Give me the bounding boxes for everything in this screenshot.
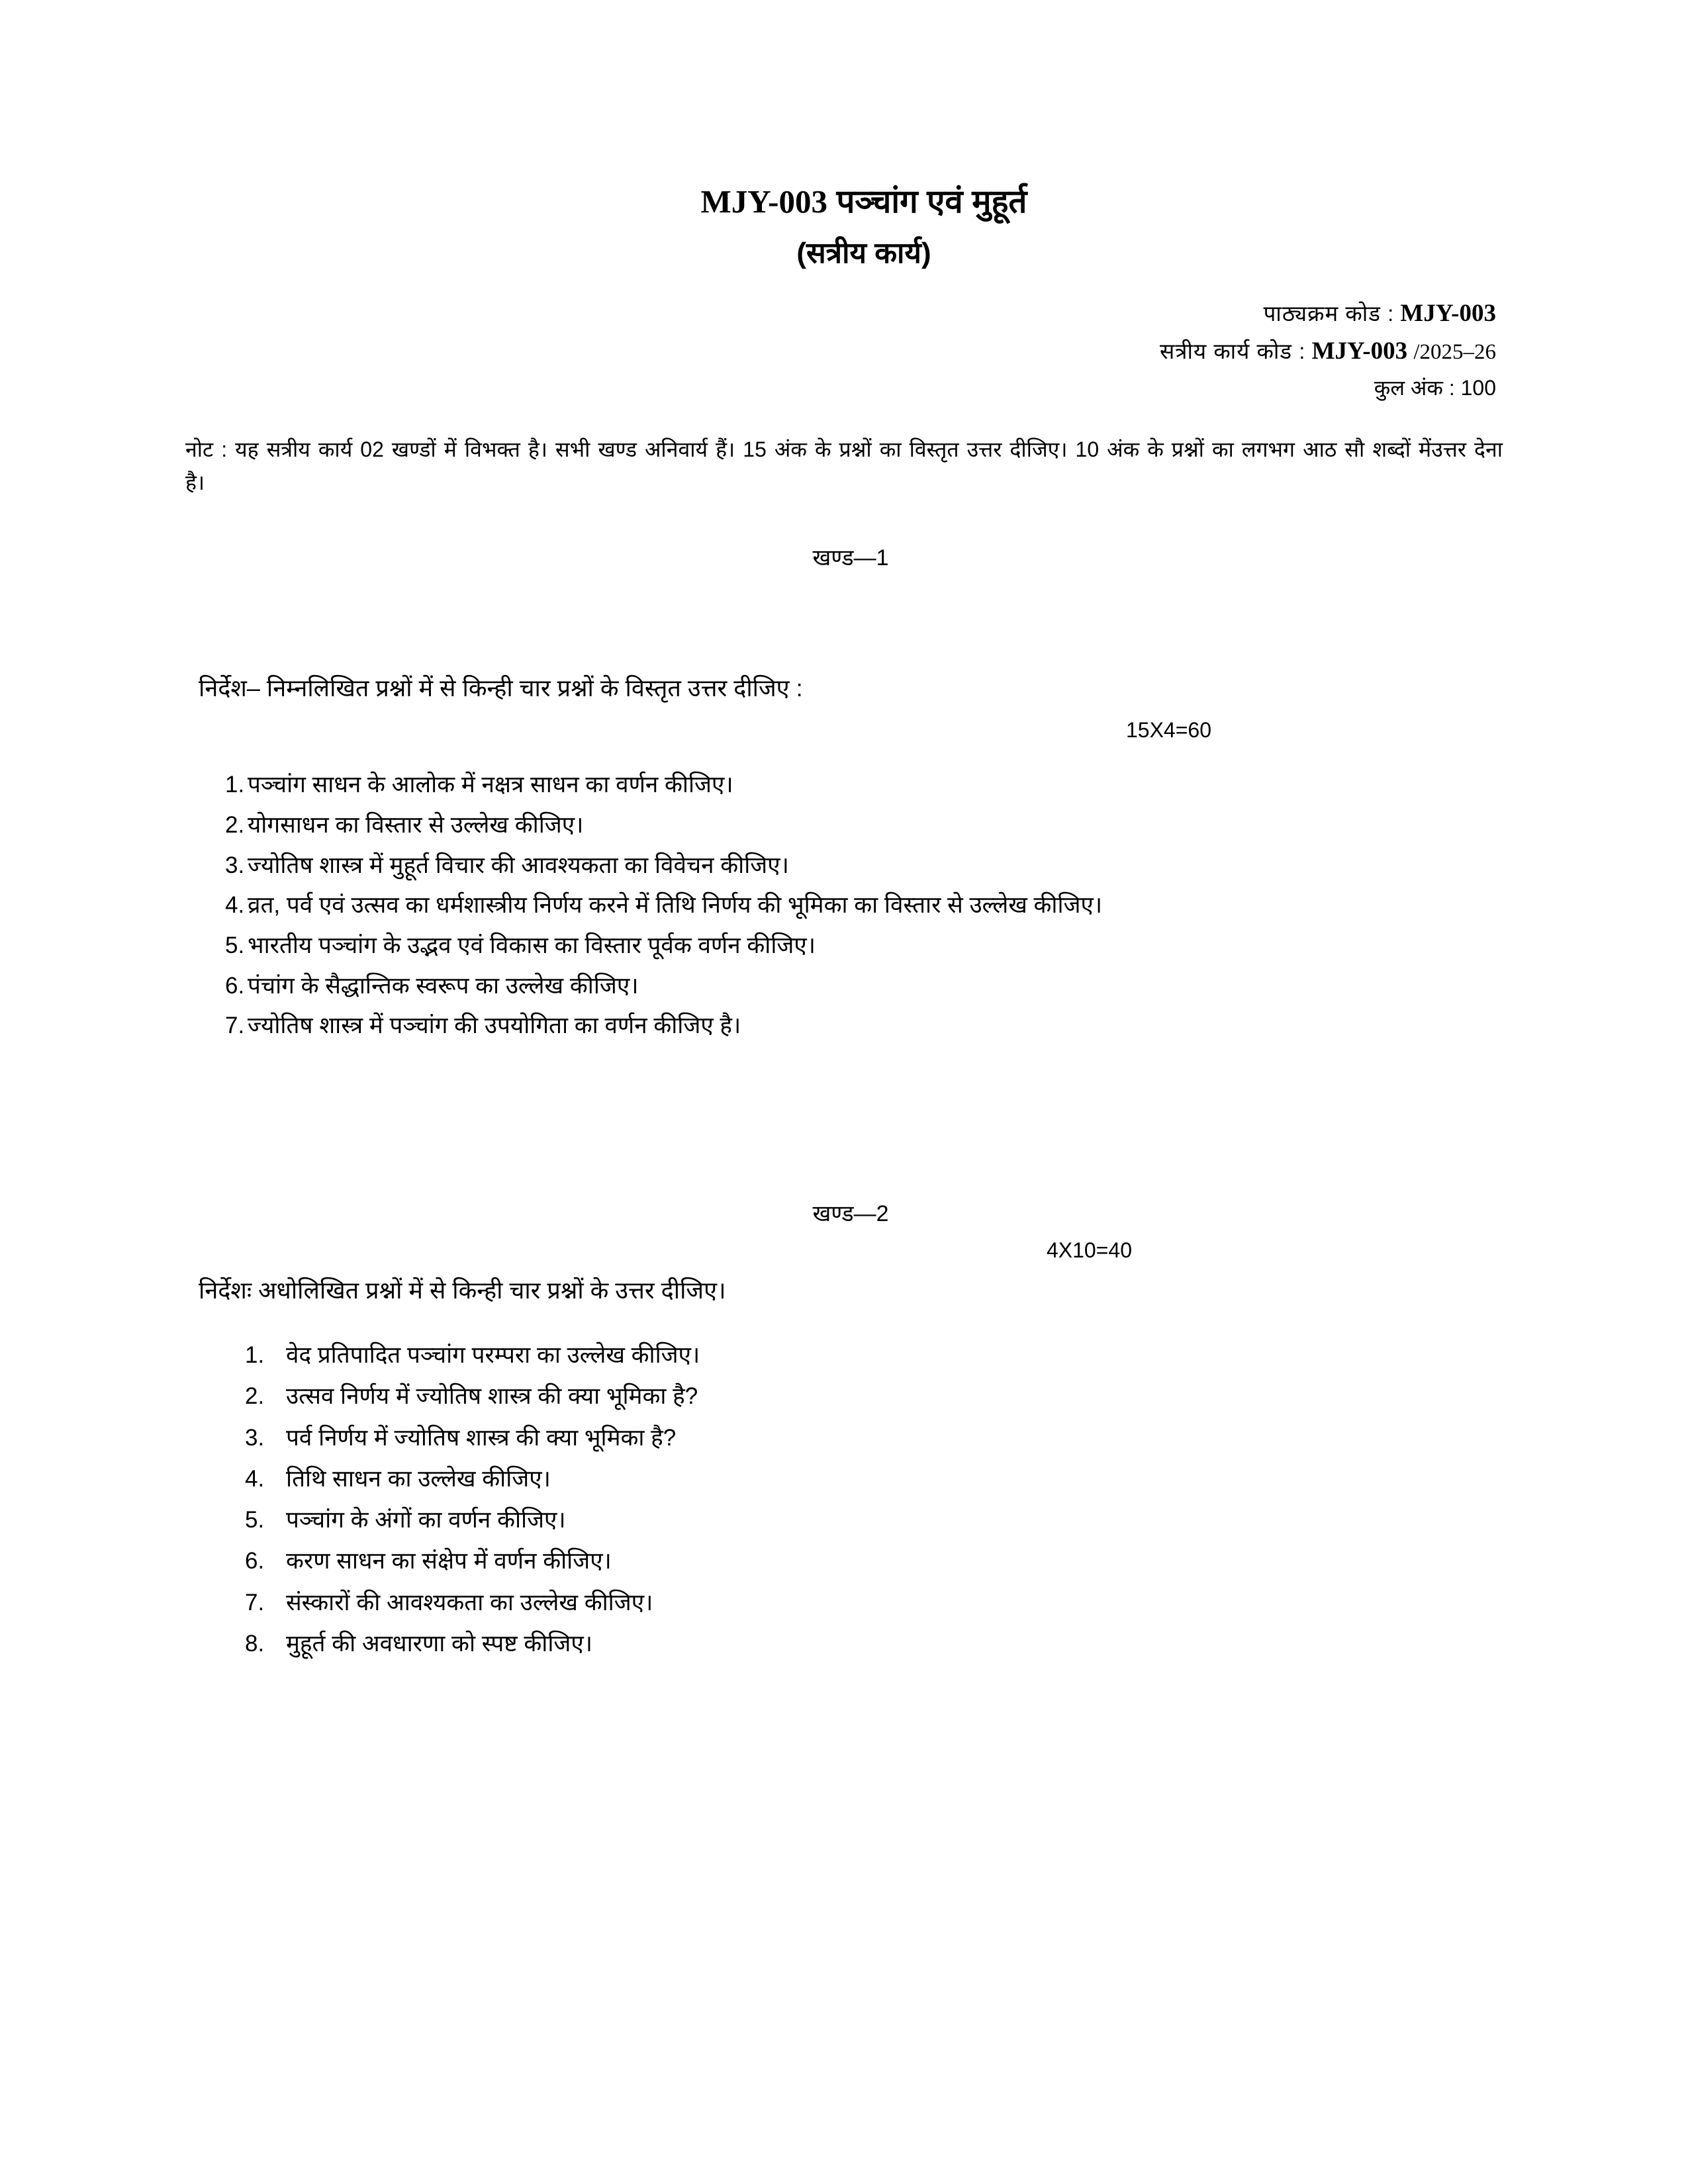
question-number: 2. <box>245 1383 265 1410</box>
list-item <box>245 1500 1503 1541</box>
question-text: तिथि साधन का उल्लेख कीजिए। <box>286 1465 551 1492</box>
course-code-value: MJY-003 <box>1400 300 1496 327</box>
total-marks: कुल अंक : 100 <box>1374 376 1496 400</box>
list-item <box>225 847 1503 885</box>
page-subtitle: (सत्रीय कार्य) <box>796 237 931 269</box>
question-number: 5. <box>225 932 245 958</box>
section1-heading: खण्ड—1 <box>812 545 889 571</box>
question-text: संस्कारों की आवश्यकता का उल्लेख कीजिए। <box>286 1589 653 1615</box>
meta-block <box>185 298 1503 402</box>
assignment-session: /2025–26 <box>1413 340 1496 364</box>
section2-question-list <box>185 1335 1503 1664</box>
list-item <box>225 807 1503 844</box>
list-item <box>245 1418 1503 1459</box>
assignment-code-row <box>185 336 1496 365</box>
section2-marks: 4X10=40 <box>1046 1238 1132 1262</box>
list-item <box>225 766 1503 804</box>
document-body <box>185 179 1503 1664</box>
question-text: पंचांग के सैद्धान्तिक स्वरूप का उल्लेख कीजिए। <box>248 972 639 999</box>
section1-instruction: निर्देश– निम्नलिखित प्रश्नों में से किन्ही चार प्रश्नों के विस्तृत उत्तर दीजिए : <box>199 674 803 702</box>
question-text: व्रत, पर्व एवं उत्सव का धर्मशास्त्रीय निर्णय करने में तिथि निर्णय की भूमिका का विस्तार से उल्लेख कीजिए। <box>248 892 1103 919</box>
section1-question-list <box>185 766 1503 1045</box>
question-text: पर्व निर्णय में ज्योतिष शास्त्र की क्या भूमिका है? <box>286 1424 677 1451</box>
question-number: 5. <box>245 1507 265 1533</box>
question-number: 3. <box>245 1424 265 1451</box>
list-item <box>245 1541 1503 1582</box>
question-text: ज्योतिष शास्त्र में पञ्चांग की उपयोगिता का वर्णन कीजिए है। <box>248 1013 741 1039</box>
question-number: 1. <box>225 772 245 798</box>
question-number: 1. <box>245 1342 265 1368</box>
question-number: 4. <box>225 892 245 919</box>
section1-marks: 15X4=60 <box>1125 718 1211 743</box>
course-code-label: पाठ्यक्रम कोड : <box>1263 301 1395 326</box>
question-number: 7. <box>245 1589 265 1615</box>
question-text: भारतीय पञ्चांग के उद्भव एवं विकास का विस्तार पूर्वक वर्णन कीजिए। <box>248 932 816 958</box>
question-number: 3. <box>225 852 245 878</box>
question-number: 7. <box>225 1013 245 1039</box>
question-text: योगसाधन का विस्तार से उल्लेख कीजिए। <box>248 811 584 838</box>
list-item <box>245 1376 1503 1417</box>
section2-instruction: निर्देशः अधोलिखित प्रश्नों में से किन्ही चार प्रश्नों के उत्तर दीजिए। <box>199 1277 726 1304</box>
question-text: पञ्चांग के अंगों का वर्णन कीजिए। <box>286 1507 566 1533</box>
question-text: मुहूर्त की अवधारणा को स्पष्ट कीजिए। <box>286 1631 592 1657</box>
list-item <box>225 1007 1503 1045</box>
title-text: पञ्चांग एवं मुहूर्त <box>836 184 1027 220</box>
question-number: 6. <box>225 972 245 999</box>
question-text: ज्योतिष शास्त्र में मुहूर्त विचार की आवश्यकता का विवेचन कीजिए। <box>248 852 789 878</box>
note-text: नोट : यह सत्रीय कार्य 02 खण्डों में विभक्त है। सभी खण्ड अनिवार्य हैं। 15 अंक के प्रश्नों का विस्तृत उत्तर दीजिए। 10 अंक के प्रश्नों का लगभग आठ सौ शब्दों मेंउत्तर देना है। <box>185 437 1503 494</box>
list-item <box>225 887 1503 925</box>
question-number: 4. <box>245 1465 265 1492</box>
list-item <box>245 1459 1503 1500</box>
list-item <box>225 968 1503 1005</box>
question-number: 2. <box>225 811 245 838</box>
list-item <box>245 1335 1503 1376</box>
list-item <box>225 927 1503 965</box>
question-number: 8. <box>245 1631 265 1657</box>
list-item <box>245 1623 1503 1664</box>
question-number: 6. <box>245 1548 265 1574</box>
title-course-code: MJY-003 <box>700 183 827 220</box>
assignment-code-label: सत्रीय कार्य कोड : <box>1159 339 1306 363</box>
list-item <box>245 1582 1503 1623</box>
section2-heading: खण्ड—2 <box>812 1201 889 1226</box>
course-code-row <box>185 298 1496 328</box>
question-text: वेद प्रतिपादित पञ्चांग परम्परा का उल्लेख कीजिए। <box>286 1342 700 1368</box>
question-text: उत्सव निर्णय में ज्योतिष शास्त्र की क्या भूमिका है? <box>286 1383 698 1410</box>
assignment-code-value: MJY-003 <box>1311 338 1408 365</box>
question-text: करण साधन का संक्षेप में वर्णन कीजिए। <box>286 1548 612 1574</box>
page-title <box>185 179 1503 222</box>
question-text: पञ्चांग साधन के आलोक में नक्षत्र साधन का वर्णन कीजिए। <box>248 772 733 798</box>
